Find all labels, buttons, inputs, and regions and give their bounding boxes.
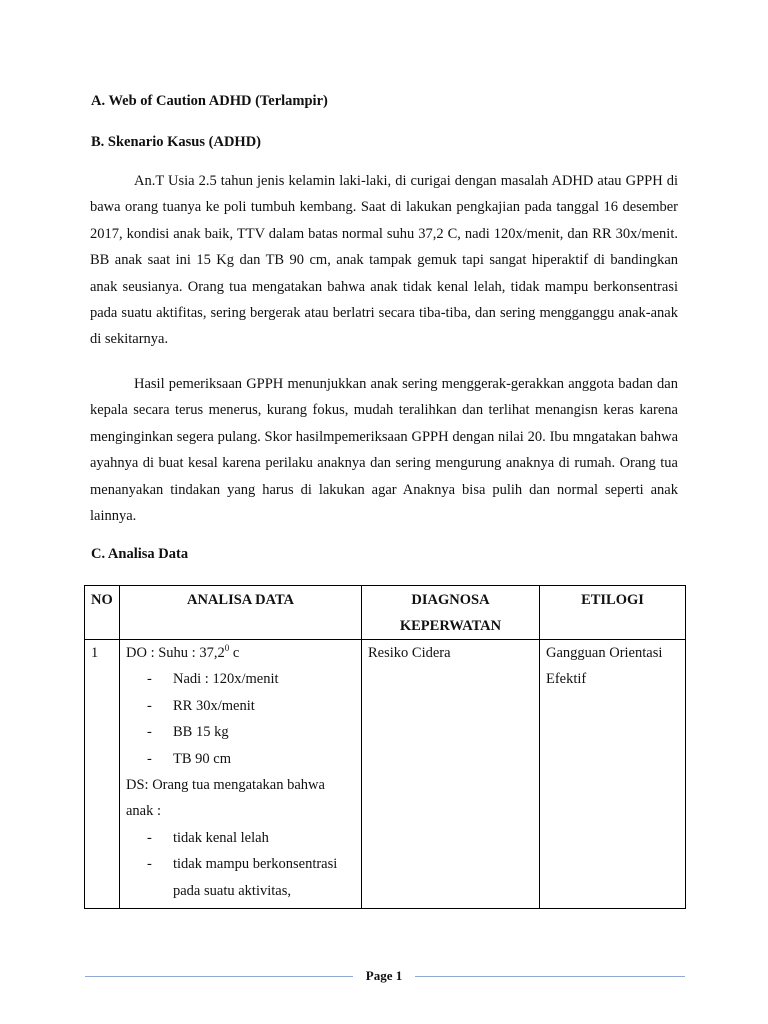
page-number: Page 1 — [365, 968, 403, 983]
header-diagnosa-line2: KEPERWATAN — [399, 618, 502, 634]
header-etilogi: ETILOGI — [540, 586, 686, 640]
header-diagnosa — [362, 586, 540, 640]
degree-sup: 0 — [224, 643, 230, 653]
cell-no: 1 — [85, 640, 120, 909]
list-item-continuation: pada suatu aktivitas, — [173, 882, 291, 899]
cell-diagnosa: Resiko Cidera — [362, 640, 540, 909]
header-no: NO — [85, 586, 120, 640]
heading-analisa-data: C. Analisa Data — [91, 546, 189, 562]
case-paragraph-1: An.T Usia 2.5 tahun jenis kelamin laki-laki, di curigai dengan masalah ADHD atau GPPH di bawa orang tuanya ke poli tumbuh kembang. Saat di lakukan pengkajian pada tanggal 16 desember 2017, kondisi anak baik, TTV dalam batas normal suhu 37,2 C, nadi 120x/menit, dan RR 30x/menit. BB anak saat ini 15 Kg dan TB 90 cm, anak tampak gemuk tapi sangat hiperaktif di bandingkan anak seusianya. Orang tua mengatakan bahwa anak tidak kenal lelah, tidak mampu berkonsentrasi pada suatu aktifitas, sering bergerak atau berlatri secara tiba-tiba, dan sering mengganggu anak-anak di sekitarnya. — [90, 173, 678, 348]
list-item: - tidak kenal lelah — [147, 829, 269, 846]
list-item: - BB 15 kg — [147, 724, 229, 741]
cell-etilogi — [540, 640, 686, 909]
do-label: DO : Suhu : 37,2 — [126, 645, 225, 661]
list-item: - tidak mampu berkonsentrasi — [147, 856, 338, 873]
heading-web-of-caution: A. Web of Caution ADHD (Terlampir) — [91, 93, 328, 109]
footer-rule-left — [85, 976, 353, 977]
header-diagnosa-line1: DIAGNOSA — [411, 592, 490, 608]
heading-skenario-kasus: B. Skenario Kasus (ADHD) — [91, 134, 261, 150]
analisa-data-table — [84, 585, 686, 909]
list-item: - Nadi : 120x/menit — [147, 671, 279, 688]
ds-text: DS: Orang tua mengatakan bahwa anak : — [126, 777, 325, 820]
etilogi-line2: Efektif — [546, 671, 587, 688]
do-line — [126, 640, 361, 666]
footer-rule-right — [415, 976, 685, 977]
cell-analisa — [120, 640, 362, 909]
table-header-row — [85, 586, 686, 640]
do-unit: c — [229, 645, 240, 661]
list-item: - TB 90 cm — [147, 750, 231, 767]
table-row — [85, 640, 686, 909]
list-item: - RR 30x/menit — [147, 697, 255, 714]
case-paragraph-2: Hasil pemeriksaan GPPH menunjukkan anak sering menggerak-gerakkan anggota badan dan kepala secara terus menerus, kurang fokus, mudah teralihkan dan terlihat menangisn keras karena menginginkan segera pulang. Skor hasilmpemeriksaan GPPH dengan nilai 20. Ibu mngatakan bahwa ayahnya di buat kesal karena perilaku anaknya dan sering mengurung anaknya di rumah. Orang tua menanyakan tindakan yang harus di lakukan agar Anaknya bisa pulih dan normal seperti anak lainnya. — [90, 376, 678, 525]
etilogi-line1: Gangguan Orientasi — [546, 645, 663, 661]
header-analisa-data: ANALISA DATA — [120, 586, 362, 640]
